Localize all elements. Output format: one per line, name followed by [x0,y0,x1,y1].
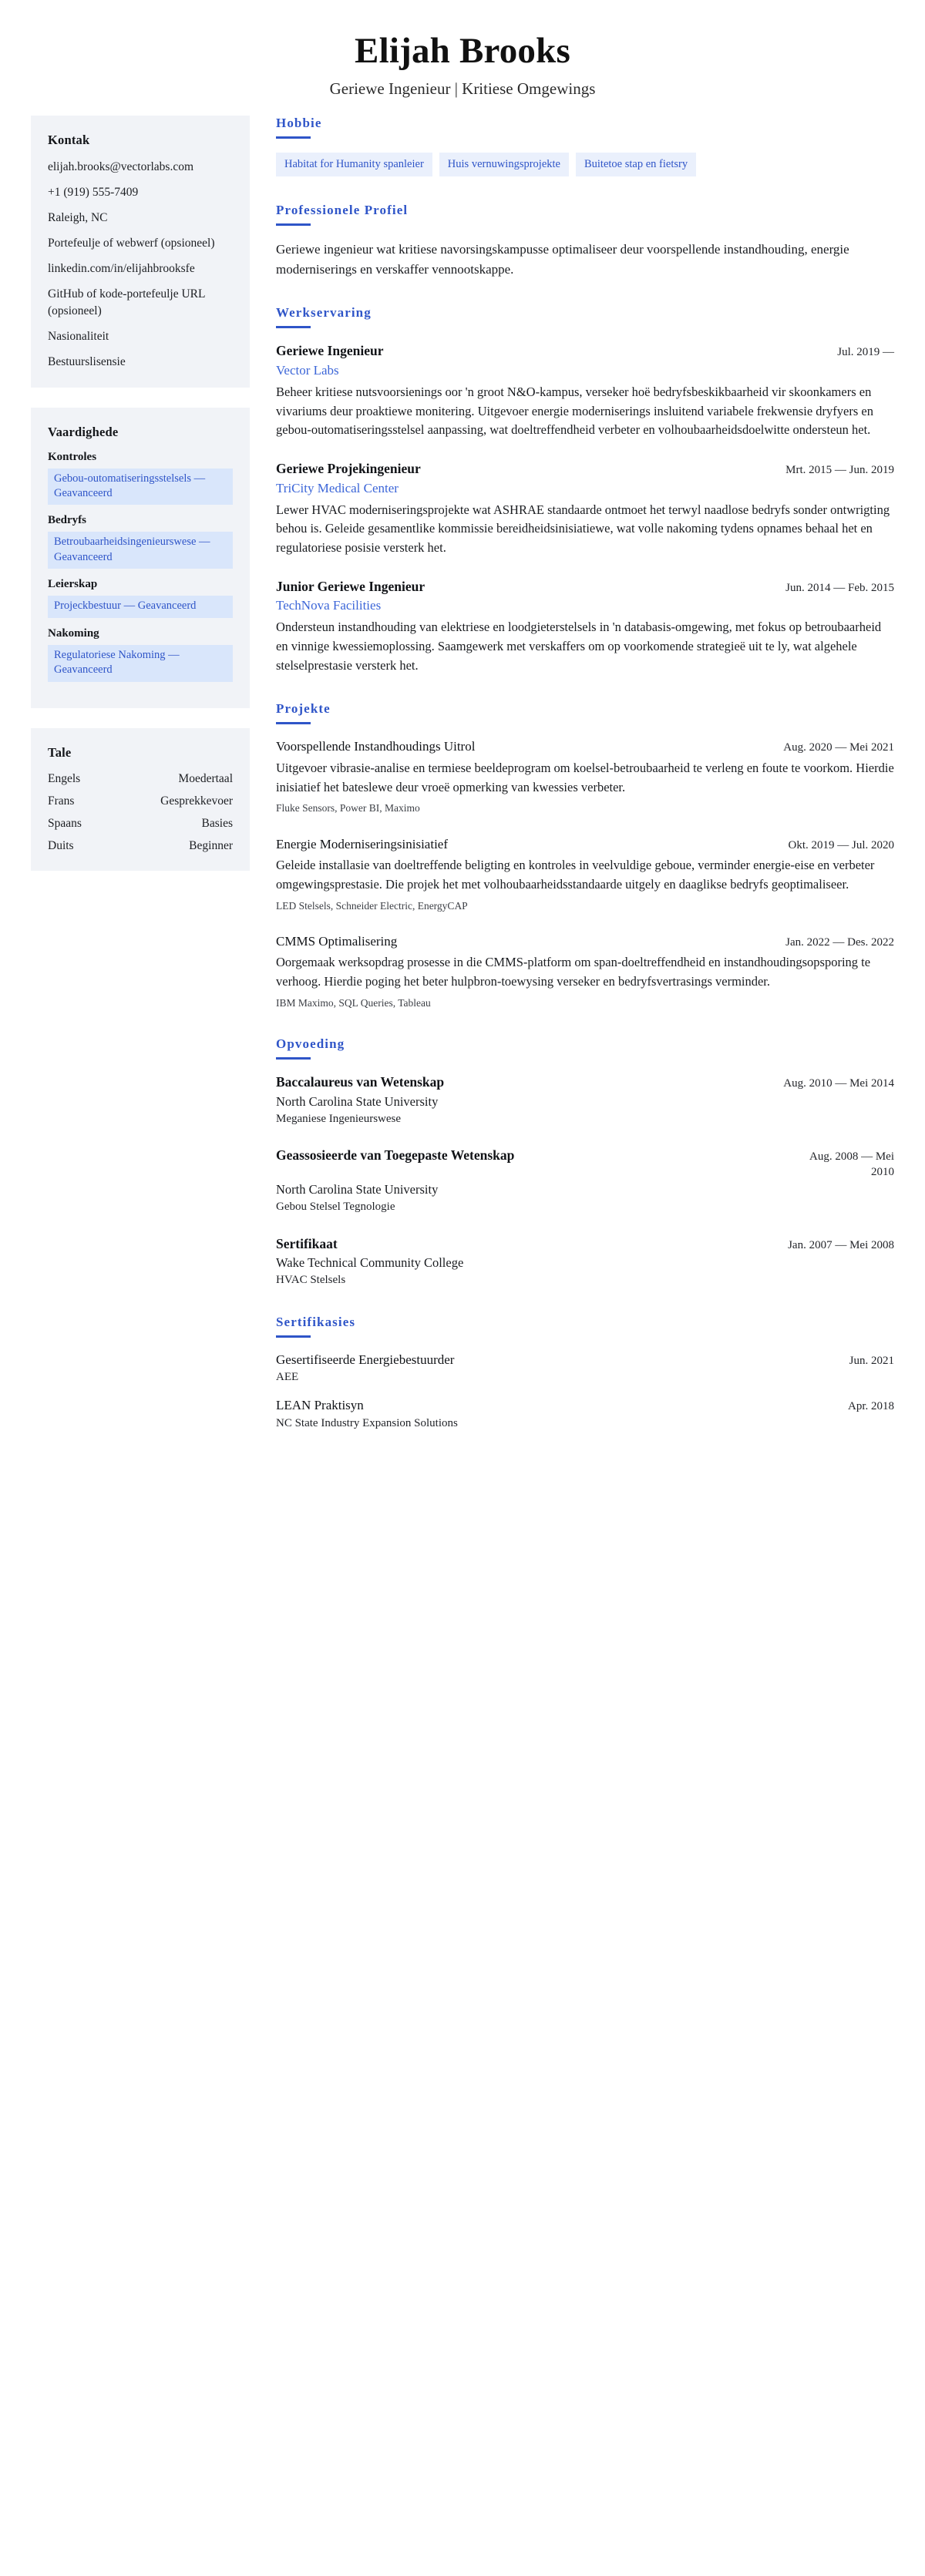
project-entry [276,836,894,913]
project-date-range: Okt. 2019 — Jul. 2020 [788,838,894,851]
section-title-education: Opvoeding [276,1036,345,1052]
contact-card [31,116,250,388]
school-name: Wake Technical Community College [276,1255,464,1271]
skill-pill: Projeckbestuur — Geavanceerd [48,596,233,617]
section-hobbies [276,116,894,176]
section-underline [276,722,311,724]
certification-date: Jun. 2021 [849,1354,894,1367]
entry-header [276,1352,894,1369]
skill-pill: Regulatoriese Nakoming — Geavanceerd [48,645,233,682]
section-title-experience: Werkservaring [276,305,372,321]
school-name: North Carolina State University [276,1182,439,1197]
profile-summary-text: Geriewe ingenieur wat kritiese navorsingskampusse optimaliseer deur voorspellende instandhouding, energie moderniserings en verskaffer vennootskappe. [276,241,849,277]
project-tech-list: LED Stelsels, Schneider Electric, EnergyCAP [276,899,468,912]
section-profile [276,203,894,280]
skills-card [31,408,250,708]
section-underline [276,1057,311,1060]
skill-group-leierskap [48,578,233,617]
job-date-range: Jul. 2019 — [837,346,894,359]
resume-body [0,116,925,1489]
skill-pill: Betroubaarheidsingenieurswese — Geavanceerd [48,532,233,569]
language-level: Beginner [189,839,233,852]
section-title-certifications: Sertifikasies [276,1314,356,1329]
section-projects [276,701,894,1010]
language-name: Engels [48,771,81,785]
section-education [276,1036,894,1288]
section-experience [276,305,894,675]
entry-header [276,342,894,361]
field-of-study: Meganiese Ingenieurswese [276,1112,402,1125]
project-title: Energie Moderniseringsinisiatief [276,836,448,851]
job-title: Geriewe Projekingenieur [276,461,421,477]
project-title: CMMS Optimalisering [276,933,398,949]
degree-date-range: Jan. 2007 — Mei 2008 [788,1238,894,1251]
degree-title: Geassosieerde van Toegepaste Wetenskap [276,1147,515,1164]
project-description: Geleide installasie van doeltreffende beligting en kontroles in veelvuldige geboue, verminder energie-eise en verbeter omgewingsprestasie. Die projek het met volhoubaarheidsstandaarde uitgely en daaglikse bedryfs geoptimaliseer. [276,858,875,892]
entry-header [276,460,894,479]
section-title-projects: Projekte [276,701,331,717]
project-date-range: Aug. 2020 — Mei 2021 [783,741,894,754]
sidebar [31,116,262,892]
project-date-range: Jan. 2022 — Des. 2022 [785,935,894,949]
degree-title: Baccalaureus van Wetenskap [276,1074,445,1090]
job-company: TechNova Facilities [276,598,382,613]
certification-name: Gesertifiseerde Energiebestuurder [276,1352,455,1367]
school-name: North Carolina State University [276,1093,439,1109]
skill-group-label: Kontroles [48,450,97,463]
hobby-chip-list [276,153,894,176]
field-of-study: Gebou Stelsel Tegnologie [276,1201,395,1214]
experience-entry [276,578,894,676]
contact-github[interactable]: GitHub of kode-portefeulje URL (opsioneel) [48,287,205,317]
section-underline [276,223,311,226]
job-date-range: Jun. 2014 — Feb. 2015 [785,581,894,594]
project-tech-list: Fluke Sensors, Power BI, Maximo [276,802,420,814]
experience-entry [276,460,894,558]
job-date-range: Mrt. 2015 — Jun. 2019 [785,464,894,477]
language-row [48,838,233,854]
job-description: Ondersteun instandhouding van elektriese en loodgieterstelsels in 'n databasis-omgewing, met fokus op betroubaarheid en vinnige kwessiemoplossing. Saamgewerk met verskaffers om op voorkomende strategieë uit te ly, wat algehele stelselprestasie versterk het. [276,620,882,673]
entry-header [276,1235,894,1254]
section-certifications [276,1315,894,1432]
certification-issuer: AEE [276,1371,299,1384]
entry-header [276,578,894,596]
job-company: Vector Labs [276,362,339,378]
certification-date: Apr. 2018 [848,1400,894,1413]
skill-pill: Gebou-outomatiseringsstelsels — Geavanceerd [48,469,233,505]
language-row [48,794,233,809]
certification-name: LEAN Praktisyn [276,1398,364,1413]
languages-card-title: Tale [48,744,72,760]
job-company: TriCity Medical Center [276,480,399,495]
certification-entry [276,1352,894,1385]
job-description: Lewer HVAC moderniseringsprojekte wat ASHRAE standaarde ontmoet het terwyl naadlose bedryfs sonder ontwrigting behou is. Geleide gesamentlike kommissie bereidheidsinisiatiewe, wat volle nakoming tydens opnames behaal het en regulatoriese posisie versterk het. [276,502,890,556]
experience-entry [276,342,894,440]
degree-date-range: Aug. 2010 — Mei 2014 [783,1077,894,1090]
section-underline [276,1335,311,1338]
language-row [48,771,233,787]
language-name: Spaans [48,816,82,830]
project-tech-list: IBM Maximo, SQL Queries, Tableau [276,996,431,1009]
skill-group-label: Leierskap [48,578,98,591]
degree-title: Sertifikaat [276,1235,338,1251]
language-name: Duits [48,839,74,852]
language-name: Frans [48,794,75,808]
language-level: Moedertaal [178,771,233,785]
certification-entry [276,1397,894,1431]
project-description: Uitgevoer vibrasie-analise en termiese beeldeprogram om koelsel-betroubaarheid te verleng en foute te voorkom. Hierdie inisiatief het bateslewe deur vroeë opmerking van kwessies verbeter. [276,760,894,794]
contact-email[interactable]: elijah.brooks@vectorlabs.com [48,160,194,173]
education-entry [276,1073,894,1127]
contact-card-title: Kontak [48,132,90,147]
skill-group-nakoming [48,627,233,682]
candidate-headline: Geriewe Ingenieur | Kritiese Omgewings [329,79,596,98]
contact-nationality: Nasionaliteit [48,329,109,343]
job-description: Beheer kritiese nutsvoorsienings oor 'n groot N&O-kampus, verseker hoë bedryfsbeskikbaarheid vir skoonkamers en vivariums deur proaktiewe monitering. Uitgevoer energie moderniserings insluitend variabele frekwensie dryfyers en gebou-outomatiseringsstelsel aanpassing, wat doeltreffendheid verbeter en volhoubaarheidsdoelwitte ondersteun het. [276,384,873,438]
languages-card [31,728,250,872]
skill-group-bedryfs [48,514,233,569]
entry-header [276,738,894,756]
project-entry [276,933,894,1010]
skill-group-label: Bedryfs [48,514,86,527]
hobby-chip: Habitat for Humanity spanleier [276,153,432,176]
section-underline [276,326,311,328]
entry-header [276,1397,894,1415]
degree-date-range: Aug. 2008 — Mei 2010 [809,1150,894,1178]
certification-issuer: NC State Industry Expansion Solutions [276,1416,458,1429]
entry-header [276,1147,894,1180]
skills-card-title: Vaardighede [48,424,119,439]
hobby-chip: Buitetoe stap en fietsry [576,153,696,176]
language-level: Basies [201,816,233,830]
main-column [262,116,894,1458]
entry-header [276,1073,894,1092]
section-underline [276,136,311,139]
language-level: Gesprekkevoer [160,794,233,808]
education-entry [276,1147,894,1215]
contact-linkedin[interactable]: linkedin.com/in/elijahbrooksfe [48,261,195,275]
job-title: Geriewe Ingenieur [276,343,384,359]
resume-header [0,0,925,116]
contact-phone[interactable]: +1 (919) 555-7409 [48,185,139,199]
skill-group-label: Nakoming [48,626,99,640]
education-entry [276,1235,894,1288]
project-description: Oorgemaak werksopdrag prosesse in die CMMS-platform om span-doeltreffendheid en instandhoudingsopsporing te verhoog. Hierdie poging het beter hulpbron-toewysing verseker en bedryfsvertrasings verminder. [276,955,871,989]
skill-group-kontroles [48,451,233,505]
job-title: Junior Geriewe Ingenieur [276,578,426,594]
entry-header [276,836,894,854]
section-title-profile: Professionele Profiel [276,202,409,217]
contact-driving-license: Bestuurslisensie [48,354,126,368]
entry-header [276,933,894,951]
section-title-hobbies: Hobbie [276,115,322,130]
project-entry [276,738,894,815]
language-row [48,816,233,831]
field-of-study: HVAC Stelsels [276,1274,346,1287]
project-title: Voorspellende Instandhoudings Uitrol [276,739,476,754]
contact-portfolio[interactable]: Portefeulje of webwerf (opsioneel) [48,236,215,250]
candidate-name: Elijah Brooks [355,31,570,71]
hobby-chip: Huis vernuwingsprojekte [439,153,569,176]
contact-location: Raleigh, NC [48,210,108,224]
